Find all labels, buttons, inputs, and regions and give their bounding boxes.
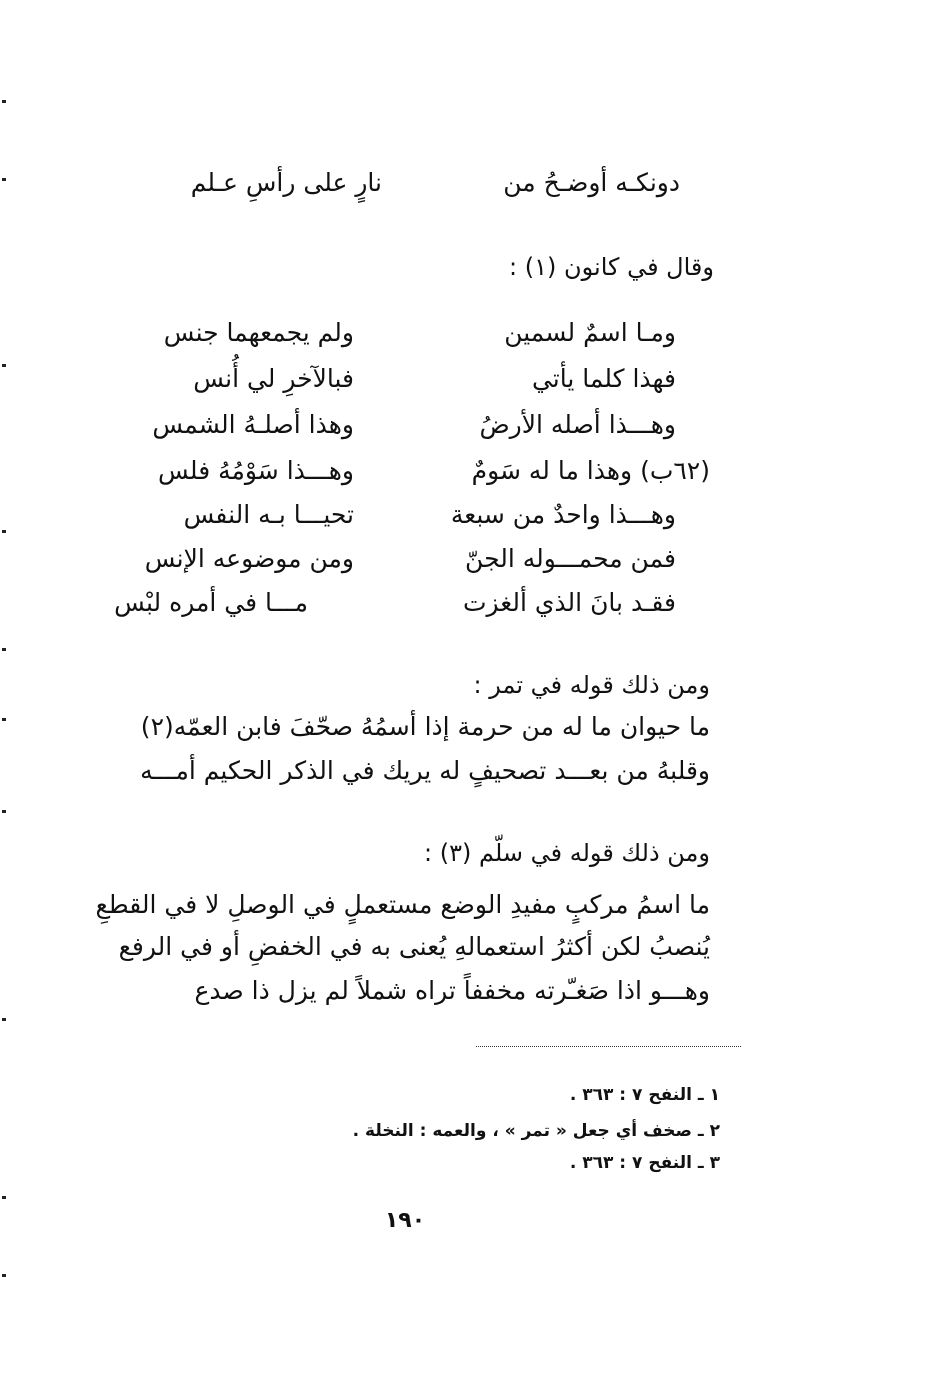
section1-verse-4 — [150, 456, 710, 490]
section1-verse-6 — [144, 544, 676, 578]
top-verse — [160, 168, 680, 202]
footnote-2: ٢ ـ صخف أي جعل « تمر » ، والعمه : النخلة . — [352, 1121, 720, 1141]
verse-first-hemistich: ومـا اسمٌ لسمين — [504, 318, 676, 347]
scan-speck — [2, 530, 6, 533]
footnote-3: ٣ ـ النفح ٧ : ٣٦٣ . — [569, 1153, 720, 1173]
scan-speck — [2, 1196, 6, 1199]
section1-intro: وقال في كانون (١) : — [509, 253, 714, 281]
verse-second-hemistich: وهذا أصلـهُ الشمس — [152, 410, 354, 439]
section1-verse-7 — [114, 588, 676, 622]
section1-verse-2 — [156, 364, 676, 398]
section2-line-1: ما حيوان ما له من حرمة إذا أسمُهُ صحّفَ فابن العمّه(٢) — [140, 712, 710, 741]
verse-second-hemistich: فبالآخرِ لي أُنس — [193, 364, 354, 393]
verse-second-hemistich: ولم يجمعهما جنس — [163, 318, 354, 347]
scan-speck — [2, 648, 6, 651]
section3-intro: ومن ذلك قوله في سلّم (٣) : — [424, 839, 710, 867]
verse-first-hemistich: وهـــذا واحدٌ من سبعة — [450, 500, 676, 529]
verse-second-hemistich: وهـــذا سَوْمُهُ فلس — [158, 456, 354, 485]
verse-first-hemistich: وهـــذا أصله الأرضُ — [479, 410, 676, 439]
verse-first-hemistich: فمن محمـــوله الجنّ — [465, 544, 676, 573]
scan-speck — [2, 100, 6, 103]
section2-line-2: وقلبهُ من بعـــد تصحيفٍ له يريك في الذكر الحكيم أمـــه — [140, 756, 710, 785]
section1-verse-5 — [156, 500, 676, 534]
verse-second-hemistich: مـــا في أمره لبْس — [114, 588, 308, 617]
scan-speck — [2, 364, 6, 367]
footnote-separator — [476, 1046, 741, 1047]
verse-second-hemistich: نارٍ على رأسِ عـلم — [190, 168, 382, 197]
scan-speck — [2, 1274, 6, 1277]
page-number: ١٩٠ — [384, 1208, 426, 1233]
verse-second-hemistich: تحيـــا بـه النفس — [183, 500, 354, 529]
verse-first-hemistich: دونكـه أوضـحُ من — [503, 168, 680, 197]
verse-first-hemistich: (٦٢ب) وهذا ما له سَومٌ — [471, 456, 710, 485]
verse-first-hemistich: فهذا كلما يأتي — [531, 364, 676, 393]
scan-speck — [2, 718, 6, 721]
scan-speck — [2, 178, 6, 181]
section1-verse-3 — [152, 410, 676, 444]
section1-verse-1 — [156, 318, 676, 352]
section3-line-1: ما اسمُ مركبٍ مفيدِ الوضع مستعملٍ في الوصلِ لا في القطعِ — [95, 890, 710, 919]
scan-speck — [2, 1018, 6, 1021]
section3-line-2: يُنصبُ لكن أكثرُ استعمالهِ يُعنى به في الخفضِ أو في الرفع — [118, 932, 710, 961]
section2-intro: ومن ذلك قوله في تمر : — [473, 671, 710, 699]
verse-second-hemistich: ومن موضوعه الإنس — [144, 544, 354, 573]
scan-speck — [2, 810, 6, 813]
footnote-1: ١ ـ النفح ٧ : ٣٦٣ . — [569, 1085, 720, 1105]
verse-first-hemistich: فقـد بانَ الذي ألغزت — [462, 588, 676, 617]
section3-line-3: وهـــو اذا صَغـّرته مخففاً تراه شملاً لم يزل ذا صدع — [194, 976, 710, 1005]
